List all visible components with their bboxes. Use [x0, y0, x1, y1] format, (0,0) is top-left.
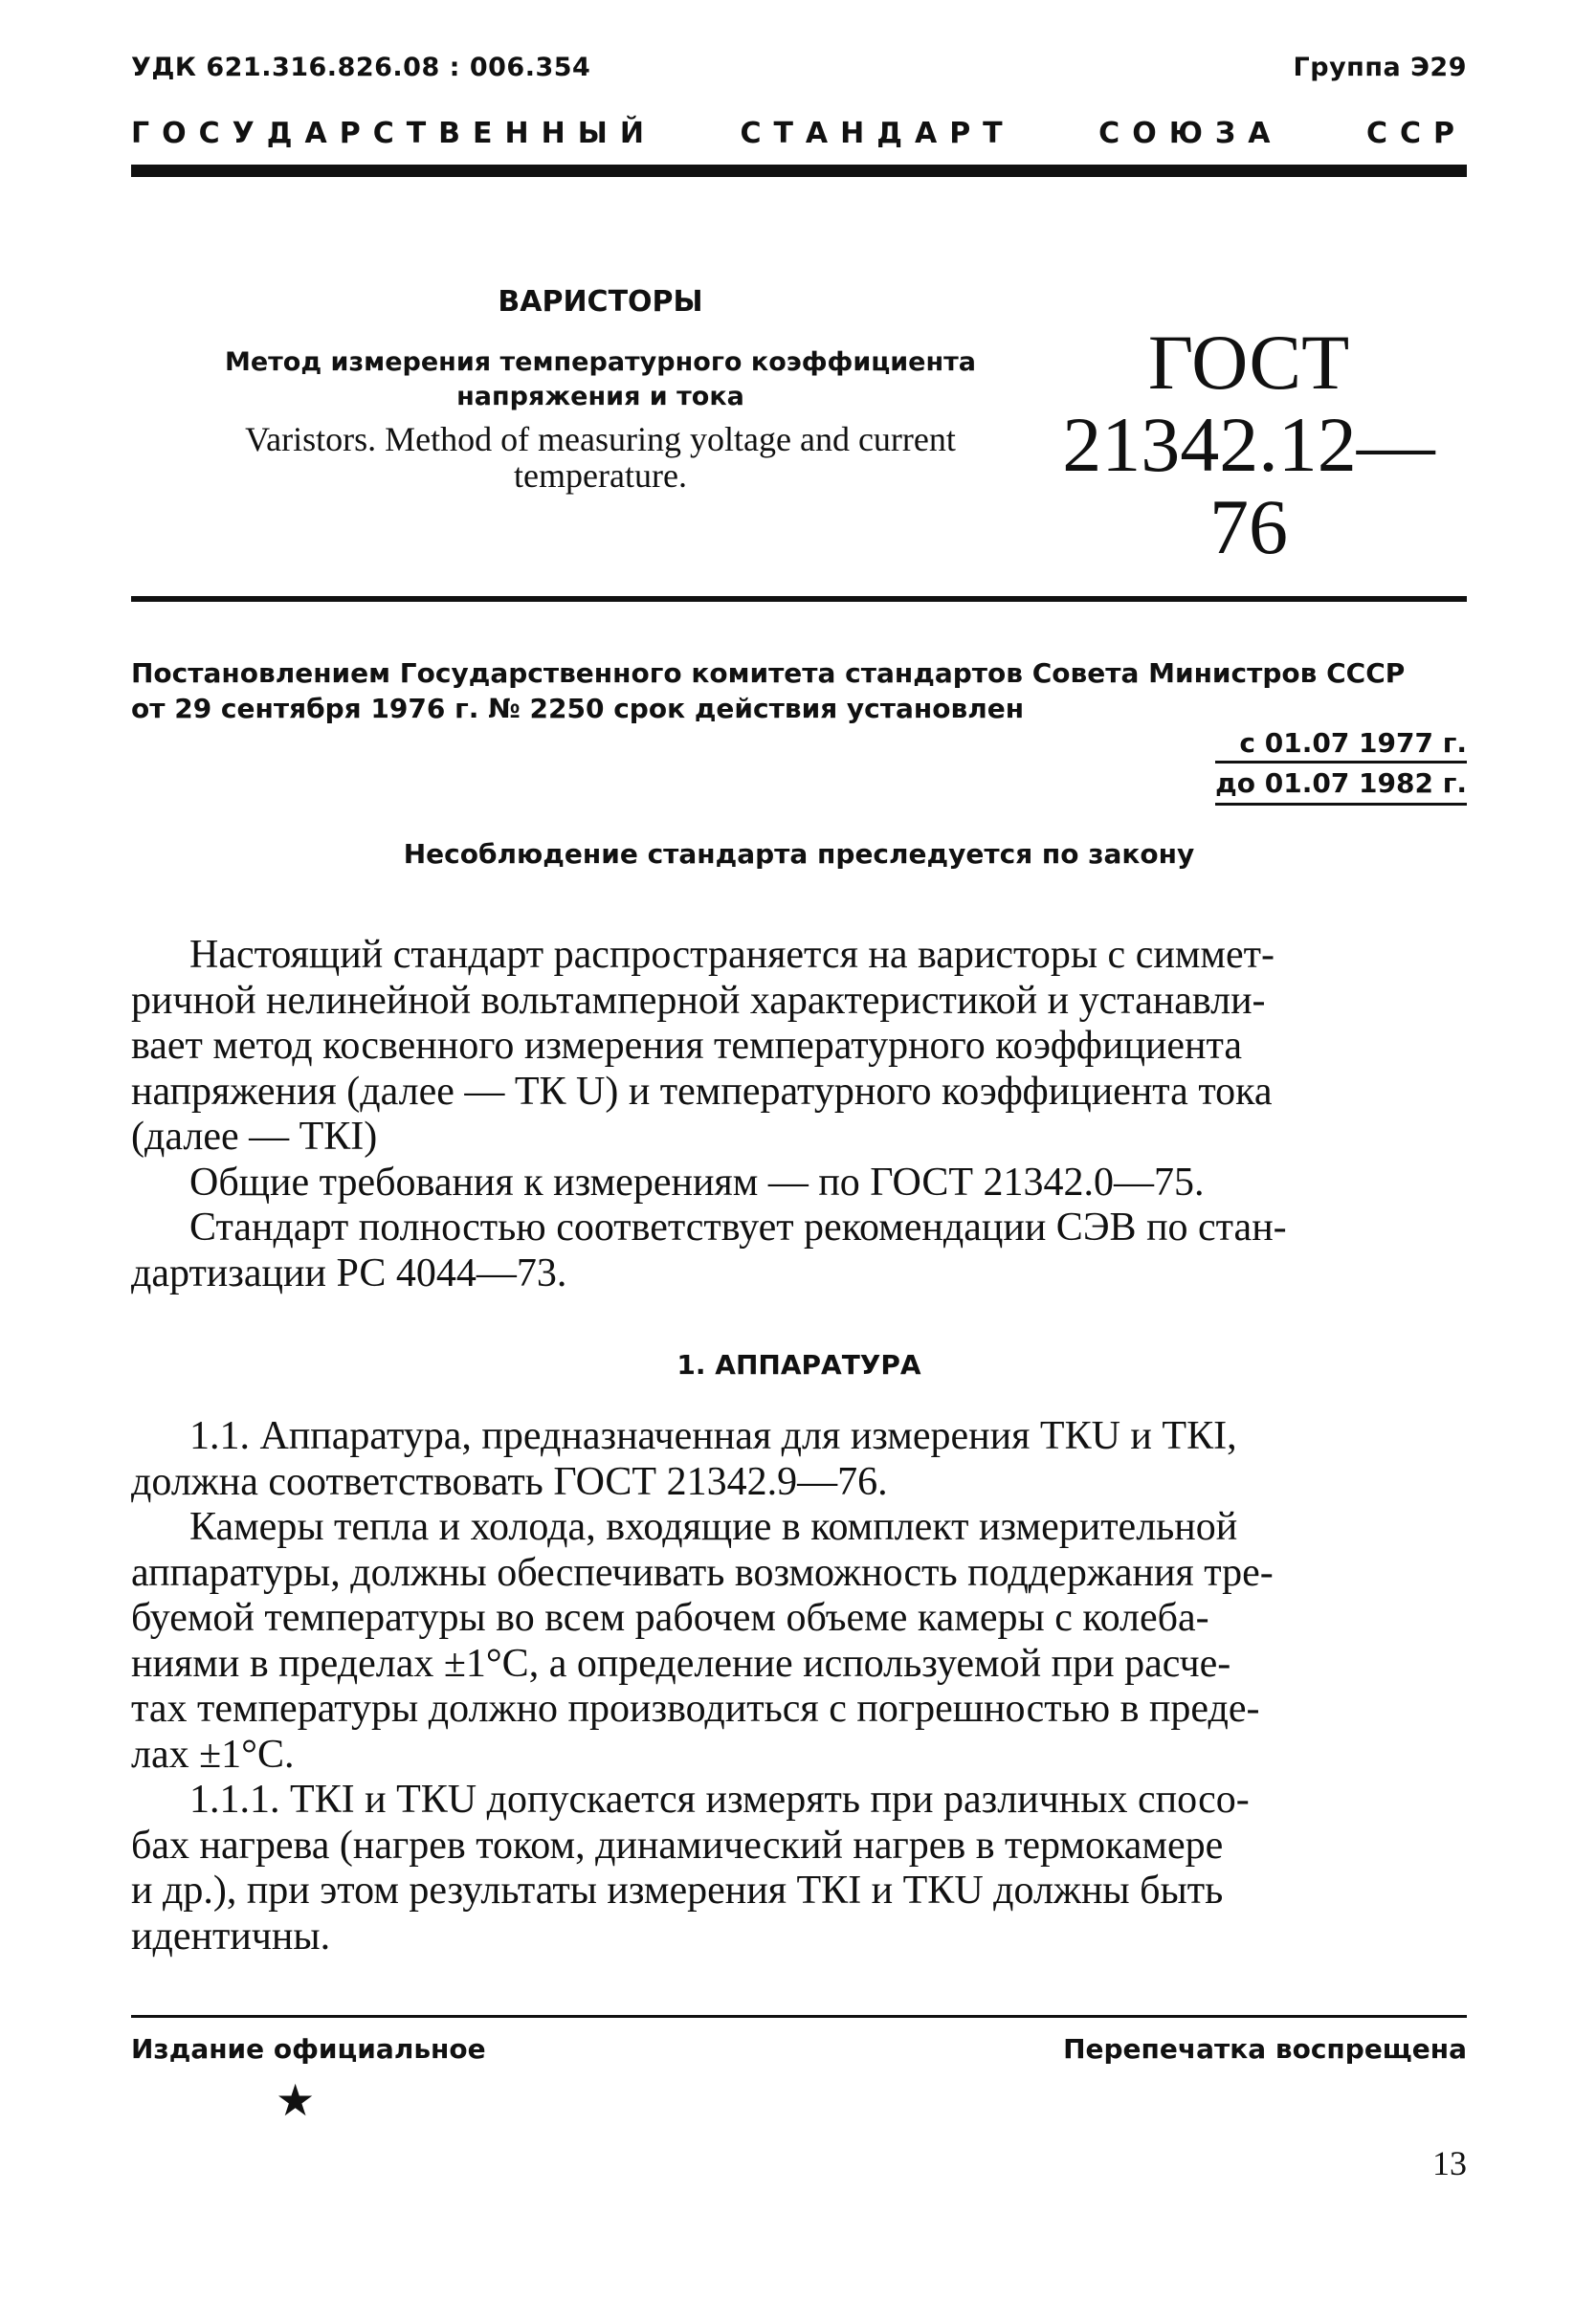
- section1-line: ниями в пределах ±1°С, а определение используемой при расче-: [131, 1641, 1231, 1686]
- section1-line: бах нагрева (нагрев током, динамический нагрев в термокамере: [131, 1823, 1224, 1868]
- legal-warning: Несоблюдение стандарта преследуется по закону: [403, 838, 1195, 870]
- section1-line: 1.1.1. ТКI и ТКU допускается измерять при различных спосо-: [189, 1778, 1250, 1822]
- doc-english-title-line: Varistors. Method of measuring yoltage and current: [245, 420, 956, 458]
- footer-rule: [131, 2015, 1467, 2018]
- section1-line: должна соответствовать ГОСТ 21342.9—76.: [131, 1459, 888, 1504]
- intro-line: (далее — ТКI): [131, 1115, 378, 1159]
- doc-title: ВАРИСТОРЫ: [498, 285, 703, 319]
- section1-line: тах температуры должно производиться с погрешностью в преде-: [131, 1687, 1260, 1731]
- section1-line: 1.1. Аппаратура, предназначенная для измерения ТКU и ТКI,: [189, 1414, 1237, 1458]
- official-edition: Издание официальное: [131, 2033, 486, 2065]
- valid-from: с 01.07 1977 г.: [1239, 727, 1467, 759]
- state-standard-heading: [131, 117, 1467, 150]
- doc-subtitle-line: напряжения и тока: [456, 382, 744, 411]
- gost-designation: [1057, 321, 1440, 568]
- page-number: 13: [1432, 2144, 1467, 2182]
- title-rule: [131, 596, 1467, 602]
- reprint-notice: Перепечатка воспрещена: [1063, 2033, 1467, 2065]
- intro-line: дартизации РС 4044—73.: [131, 1251, 567, 1295]
- validity-dates: [1215, 725, 1467, 806]
- star-icon: ★: [276, 2074, 316, 2126]
- intro-line: Настоящий стандарт распространяется на варисторы с симмет-: [189, 933, 1275, 977]
- state-standard-word: ГОСУДАРСТВЕННЫЙ: [131, 117, 656, 150]
- doc-subtitle-line: Метод измерения температурного коэффициента: [224, 347, 977, 377]
- gost-label: ГОСТ: [1147, 319, 1350, 406]
- section1-line: аппаратуры, должны обеспечивать возможность поддержания тре-: [131, 1550, 1274, 1595]
- udk-code: УДК 621.316.826.08 : 006.354: [131, 53, 591, 82]
- section1-text: [131, 1414, 1467, 1959]
- group-code: Группа Э29: [1293, 53, 1467, 82]
- doc-english-title-line: temperature.: [514, 456, 687, 495]
- intro-line: вает метод косвенного измерения температурного коэффициента: [131, 1024, 1243, 1068]
- intro-line: ричной нелинейной вольтамперной характеристикой и устанавли-: [131, 978, 1266, 1023]
- section1-line: и др.), при этом результаты измерения ТКI и ТКU должны быть: [131, 1869, 1224, 1913]
- decree-line: от 29 сентября 1976 г. № 2250 срок действия установлен: [131, 693, 1025, 724]
- state-standard-word: СТАНДАРТ: [740, 117, 1015, 150]
- intro-line: напряжения (далее — ТК U) и температурного коэффициента тока: [131, 1069, 1273, 1114]
- gost-number: 21342.12—76: [1062, 401, 1435, 570]
- state-standard-word: ССР: [1365, 117, 1467, 150]
- decree-line: Постановлением Государственного комитета стандартов Совета Министров СССР: [131, 657, 1406, 689]
- decree-block: [131, 655, 1467, 726]
- section1-line: Камеры тепла и холода, входящие в комплект измерительной: [189, 1505, 1238, 1549]
- header-rule: [131, 165, 1467, 177]
- section1-line: идентичны.: [131, 1914, 331, 1959]
- section1-line: буемой температуры во всем рабочем объеме камеры с колеба-: [131, 1596, 1209, 1640]
- valid-to: до 01.07 1982 г.: [1215, 761, 1467, 806]
- intro-text: [131, 933, 1467, 1296]
- state-standard-word: СОЮЗА: [1098, 117, 1283, 150]
- title-block: [182, 285, 1019, 493]
- intro-line: Общие требования к измерениям — по ГОСТ 21342.0—75.: [189, 1160, 1205, 1205]
- intro-line: Стандарт полностью соответствует рекомендации СЭВ по стан-: [189, 1206, 1287, 1250]
- section1-line: лах ±1°С.: [131, 1732, 295, 1777]
- section-heading: 1. АППАРАТУРА: [676, 1349, 921, 1381]
